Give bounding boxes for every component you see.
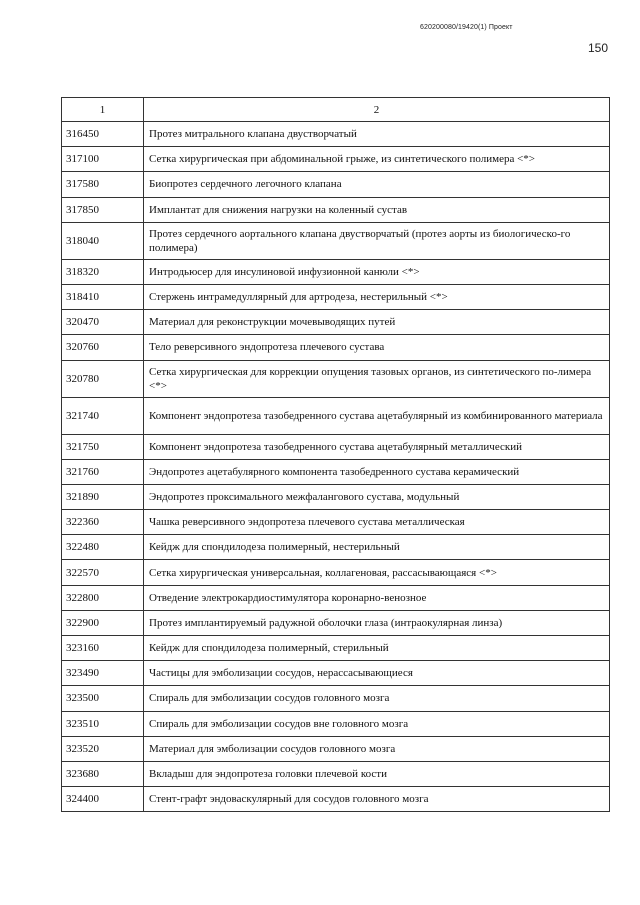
row-name: Эндопротез проксимального межфалангового сустава, модульный (144, 484, 610, 509)
table-row (62, 787, 610, 812)
row-name: Стержень интрамедуллярный для артродеза, нестерильный <*> (144, 284, 610, 309)
table-row (62, 560, 610, 585)
row-code: 321740 (62, 397, 144, 434)
row-name: Чашка реверсивного эндопротеза плечевого сустава металлическая (144, 510, 610, 535)
row-code: 322800 (62, 585, 144, 610)
row-code: 322360 (62, 510, 144, 535)
table-row (62, 172, 610, 197)
row-code: 318040 (62, 222, 144, 259)
row-name: Интродьюсер для инсулиновой инфузионной канюли <*> (144, 259, 610, 284)
table-row (62, 222, 610, 259)
row-code: 322480 (62, 535, 144, 560)
row-code: 323520 (62, 736, 144, 761)
row-name: Кейдж для спондилодеза полимерный, стерильный (144, 636, 610, 661)
row-name: Сетка хирургическая универсальная, коллагеновая, рассасывающаяся <*> (144, 560, 610, 585)
row-name: Стент-графт эндоваскулярный для сосудов головного мозга (144, 787, 610, 812)
document-id: 620200080/19420(1) Проект (420, 24, 513, 31)
table-row (62, 711, 610, 736)
row-code: 317100 (62, 147, 144, 172)
row-code: 320780 (62, 360, 144, 397)
table-row (62, 459, 610, 484)
row-name: Тело реверсивного эндопротеза плечевого сустава (144, 335, 610, 360)
row-code: 320760 (62, 335, 144, 360)
page-number: 150 (587, 41, 608, 55)
row-code: 321750 (62, 434, 144, 459)
table-row (62, 736, 610, 761)
row-name: Компонент эндопротеза тазобедренного сустава ацетабулярный из комбинированного материала (144, 397, 610, 434)
table-row (62, 761, 610, 786)
table-row (62, 510, 610, 535)
row-code: 322900 (62, 610, 144, 635)
row-code: 320470 (62, 310, 144, 335)
table-row (62, 147, 610, 172)
row-name: Сетка хирургическая для коррекции опущения тазовых органов, из синтетического по-лимера <*> (144, 360, 610, 397)
row-name: Спираль для эмболизации сосудов головного мозга (144, 686, 610, 711)
row-name: Протез сердечного аортального клапана двустворчатый (протез аорты из биологическо-го полимера) (144, 222, 610, 259)
row-name: Сетка хирургическая при абдоминальной грыже, из синтетического полимера <*> (144, 147, 610, 172)
table-header-row (62, 98, 610, 122)
row-code: 323680 (62, 761, 144, 786)
row-code: 323500 (62, 686, 144, 711)
table-row (62, 310, 610, 335)
row-code: 322570 (62, 560, 144, 585)
row-code: 317850 (62, 197, 144, 222)
row-code: 318410 (62, 284, 144, 309)
table-row (62, 686, 610, 711)
row-name: Биопротез сердечного легочного клапана (144, 172, 610, 197)
row-name: Протез имплантируемый радужной оболочки глаза (интраокулярная линза) (144, 610, 610, 635)
table-row (62, 360, 610, 397)
table-row (62, 610, 610, 635)
column-header-code: 1 (62, 98, 144, 122)
row-name: Отведение электрокардиостимулятора коронарно-венозное (144, 585, 610, 610)
row-code: 318320 (62, 259, 144, 284)
table-row (62, 661, 610, 686)
row-name: Эндопротез ацетабулярного компонента тазобедренного сустава керамический (144, 459, 610, 484)
row-name: Спираль для эмболизации сосудов вне головного мозга (144, 711, 610, 736)
column-header-name: 2 (144, 98, 610, 122)
row-name: Материал для реконструкции мочевыводящих путей (144, 310, 610, 335)
row-code: 321760 (62, 459, 144, 484)
row-code: 323510 (62, 711, 144, 736)
row-code: 321890 (62, 484, 144, 509)
table-row (62, 284, 610, 309)
row-name: Вкладыш для эндопротеза головки плечевой кости (144, 761, 610, 786)
table-row (62, 335, 610, 360)
row-name: Материал для эмболизации сосудов головного мозга (144, 736, 610, 761)
table-row (62, 259, 610, 284)
table-row (62, 197, 610, 222)
row-name: Протез митрального клапана двустворчатый (144, 122, 610, 147)
row-code: 323160 (62, 636, 144, 661)
row-name: Имплантат для снижения нагрузки на коленный сустав (144, 197, 610, 222)
table-row (62, 585, 610, 610)
row-name: Частицы для эмболизации сосудов, нерассасывающиеся (144, 661, 610, 686)
table-row (62, 636, 610, 661)
row-code: 316450 (62, 122, 144, 147)
table-row (62, 397, 610, 434)
table-row (62, 122, 610, 147)
row-name: Кейдж для спондилодеза полимерный, нестерильный (144, 535, 610, 560)
device-register-table (61, 97, 610, 812)
row-code: 324400 (62, 787, 144, 812)
row-code: 317580 (62, 172, 144, 197)
row-code: 323490 (62, 661, 144, 686)
table-row (62, 434, 610, 459)
table-row (62, 535, 610, 560)
table-row (62, 484, 610, 509)
row-name: Компонент эндопротеза тазобедренного сустава ацетабулярный металлический (144, 434, 610, 459)
